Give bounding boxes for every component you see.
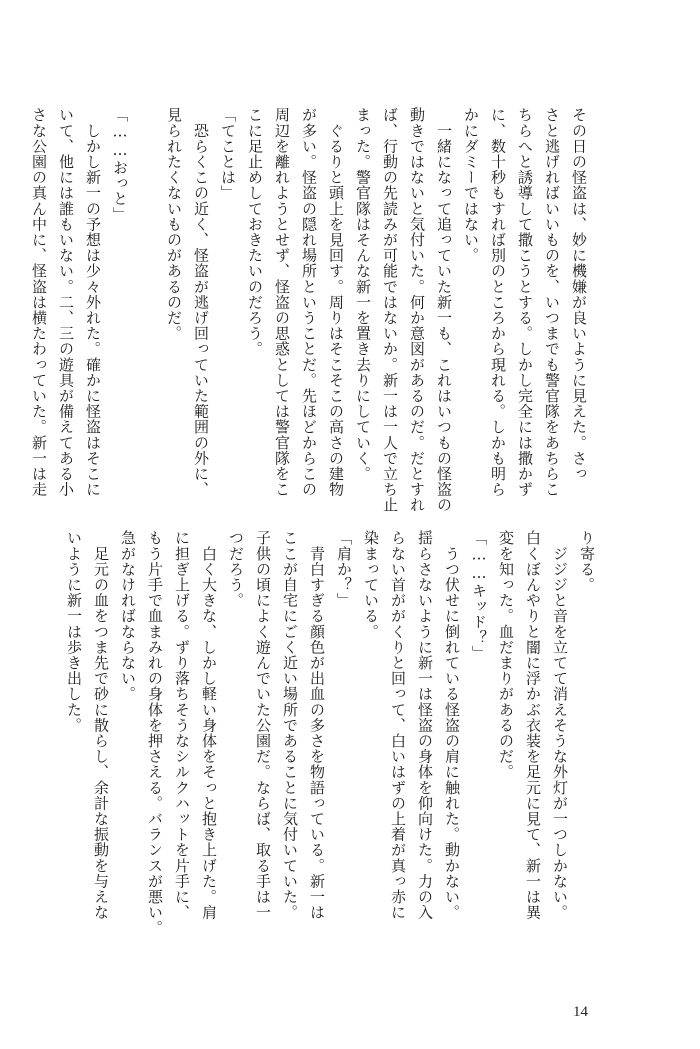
text-line: 「肩か？」	[335, 530, 353, 608]
text-line: 足元の血をつま先で砂に散らし、余計な振動を与えな	[92, 530, 110, 920]
text-line: つだろう。	[227, 530, 245, 608]
text-line: ちらへと誘導して撒こうとする。しかし完全には撒かず	[516, 107, 534, 497]
text-block-lower	[65, 530, 600, 970]
text-line: 白くぼんやりと闇に浮かぶ衣装を足元に見て、新一は異	[524, 530, 542, 920]
text-line: 揺らさないように新一は怪盗の身体を仰向けた。力の入	[416, 530, 434, 920]
page-number: 14	[573, 1004, 588, 1020]
text-line: 見られたくないものがあるのだ。	[165, 107, 183, 341]
text-line: り寄る。	[578, 530, 596, 593]
text-line: 「……おっと」	[111, 107, 129, 223]
text-line: その日の怪盗は、妙に機嫌が良いように見えた。さっ	[570, 107, 588, 482]
text-line: 変を知った。血だまりがあるのだ。	[497, 530, 515, 780]
text-line: ここが自宅にごく近い場所であることに気付いていた。	[281, 530, 299, 920]
text-line: 恐らくこの近く、怪盗が逃げ回っていた範囲の外に、	[192, 107, 210, 497]
text-line: ば、行動の先読みが可能ではないか。新一は一人で立ち止	[381, 107, 399, 513]
text-line: さな公園の真ん中に、怪盗は横たわっていた。新一は走	[30, 107, 48, 497]
text-line: に担ぎ上げる。ずり落ちそうなシルクハットを片手に、	[173, 530, 191, 920]
text-line: しかし新一の予想は少々外れた。確かに怪盗はそこに	[84, 107, 102, 497]
text-line: ぐるりと頭上を見回す。周りはそこそこの高さの建物	[327, 107, 345, 497]
text-line: らない首ががくりと回って、白いはずの上着が真っ赤に	[389, 530, 407, 920]
text-line: ジジジと音を立てて消えそうな外灯が一つしかない。	[551, 530, 569, 920]
text-block-upper	[30, 107, 592, 513]
text-line: こに足止めしておきたいのだろう。	[246, 107, 264, 357]
text-line: かにダミーではない。	[462, 107, 480, 263]
text-line: に、数十秒もすれば別のところから現れる。しかも明ら	[489, 107, 507, 497]
text-line: 青白すぎる顔色が出血の多さを物語っている。新一は	[308, 530, 326, 920]
text-line: が多い。怪盗の隠れ場所ということだ。先ほどからこの	[300, 107, 318, 497]
text-line: 急がなければならない。	[119, 530, 137, 702]
text-line: 子供の頃によく遊んでいた公園だ。ならば、取る手は一	[254, 530, 272, 920]
text-line: いように新一は歩き出した。	[65, 530, 83, 733]
text-line: 「てことは」	[219, 107, 237, 201]
text-line: もう片手で血まみれの身体を押さえる。バランスが悪い。	[146, 530, 164, 936]
text-line: まった。警官隊はそんな新一を置き去りにしていく。	[354, 107, 372, 482]
text-line: いて、他には誰もいない。二、三の遊具が備えてある小	[57, 107, 75, 497]
text-line: 白く大きな、しかし軽い身体をそっと抱き上げた。肩	[200, 530, 218, 920]
text-line: 「……キッド？」	[470, 530, 488, 661]
text-line: うつ伏せに倒れている怪盗の肩に触れた。動かない。	[443, 530, 461, 920]
text-line: さと逃げればいいものを、いつまでも警官隊をあちらこ	[543, 107, 561, 497]
text-line: 染まっている。	[362, 530, 380, 640]
blank-line	[133, 107, 160, 507]
text-line: 一緒になって追っていた新一も、これはいつもの怪盗の	[435, 107, 453, 513]
text-line: 周辺を離れようとせず、怪盗の思惑としては警官隊をこ	[273, 107, 291, 497]
text-line: 動きではないと気付いた。何か意図があるのだ。だとすれ	[408, 107, 426, 513]
